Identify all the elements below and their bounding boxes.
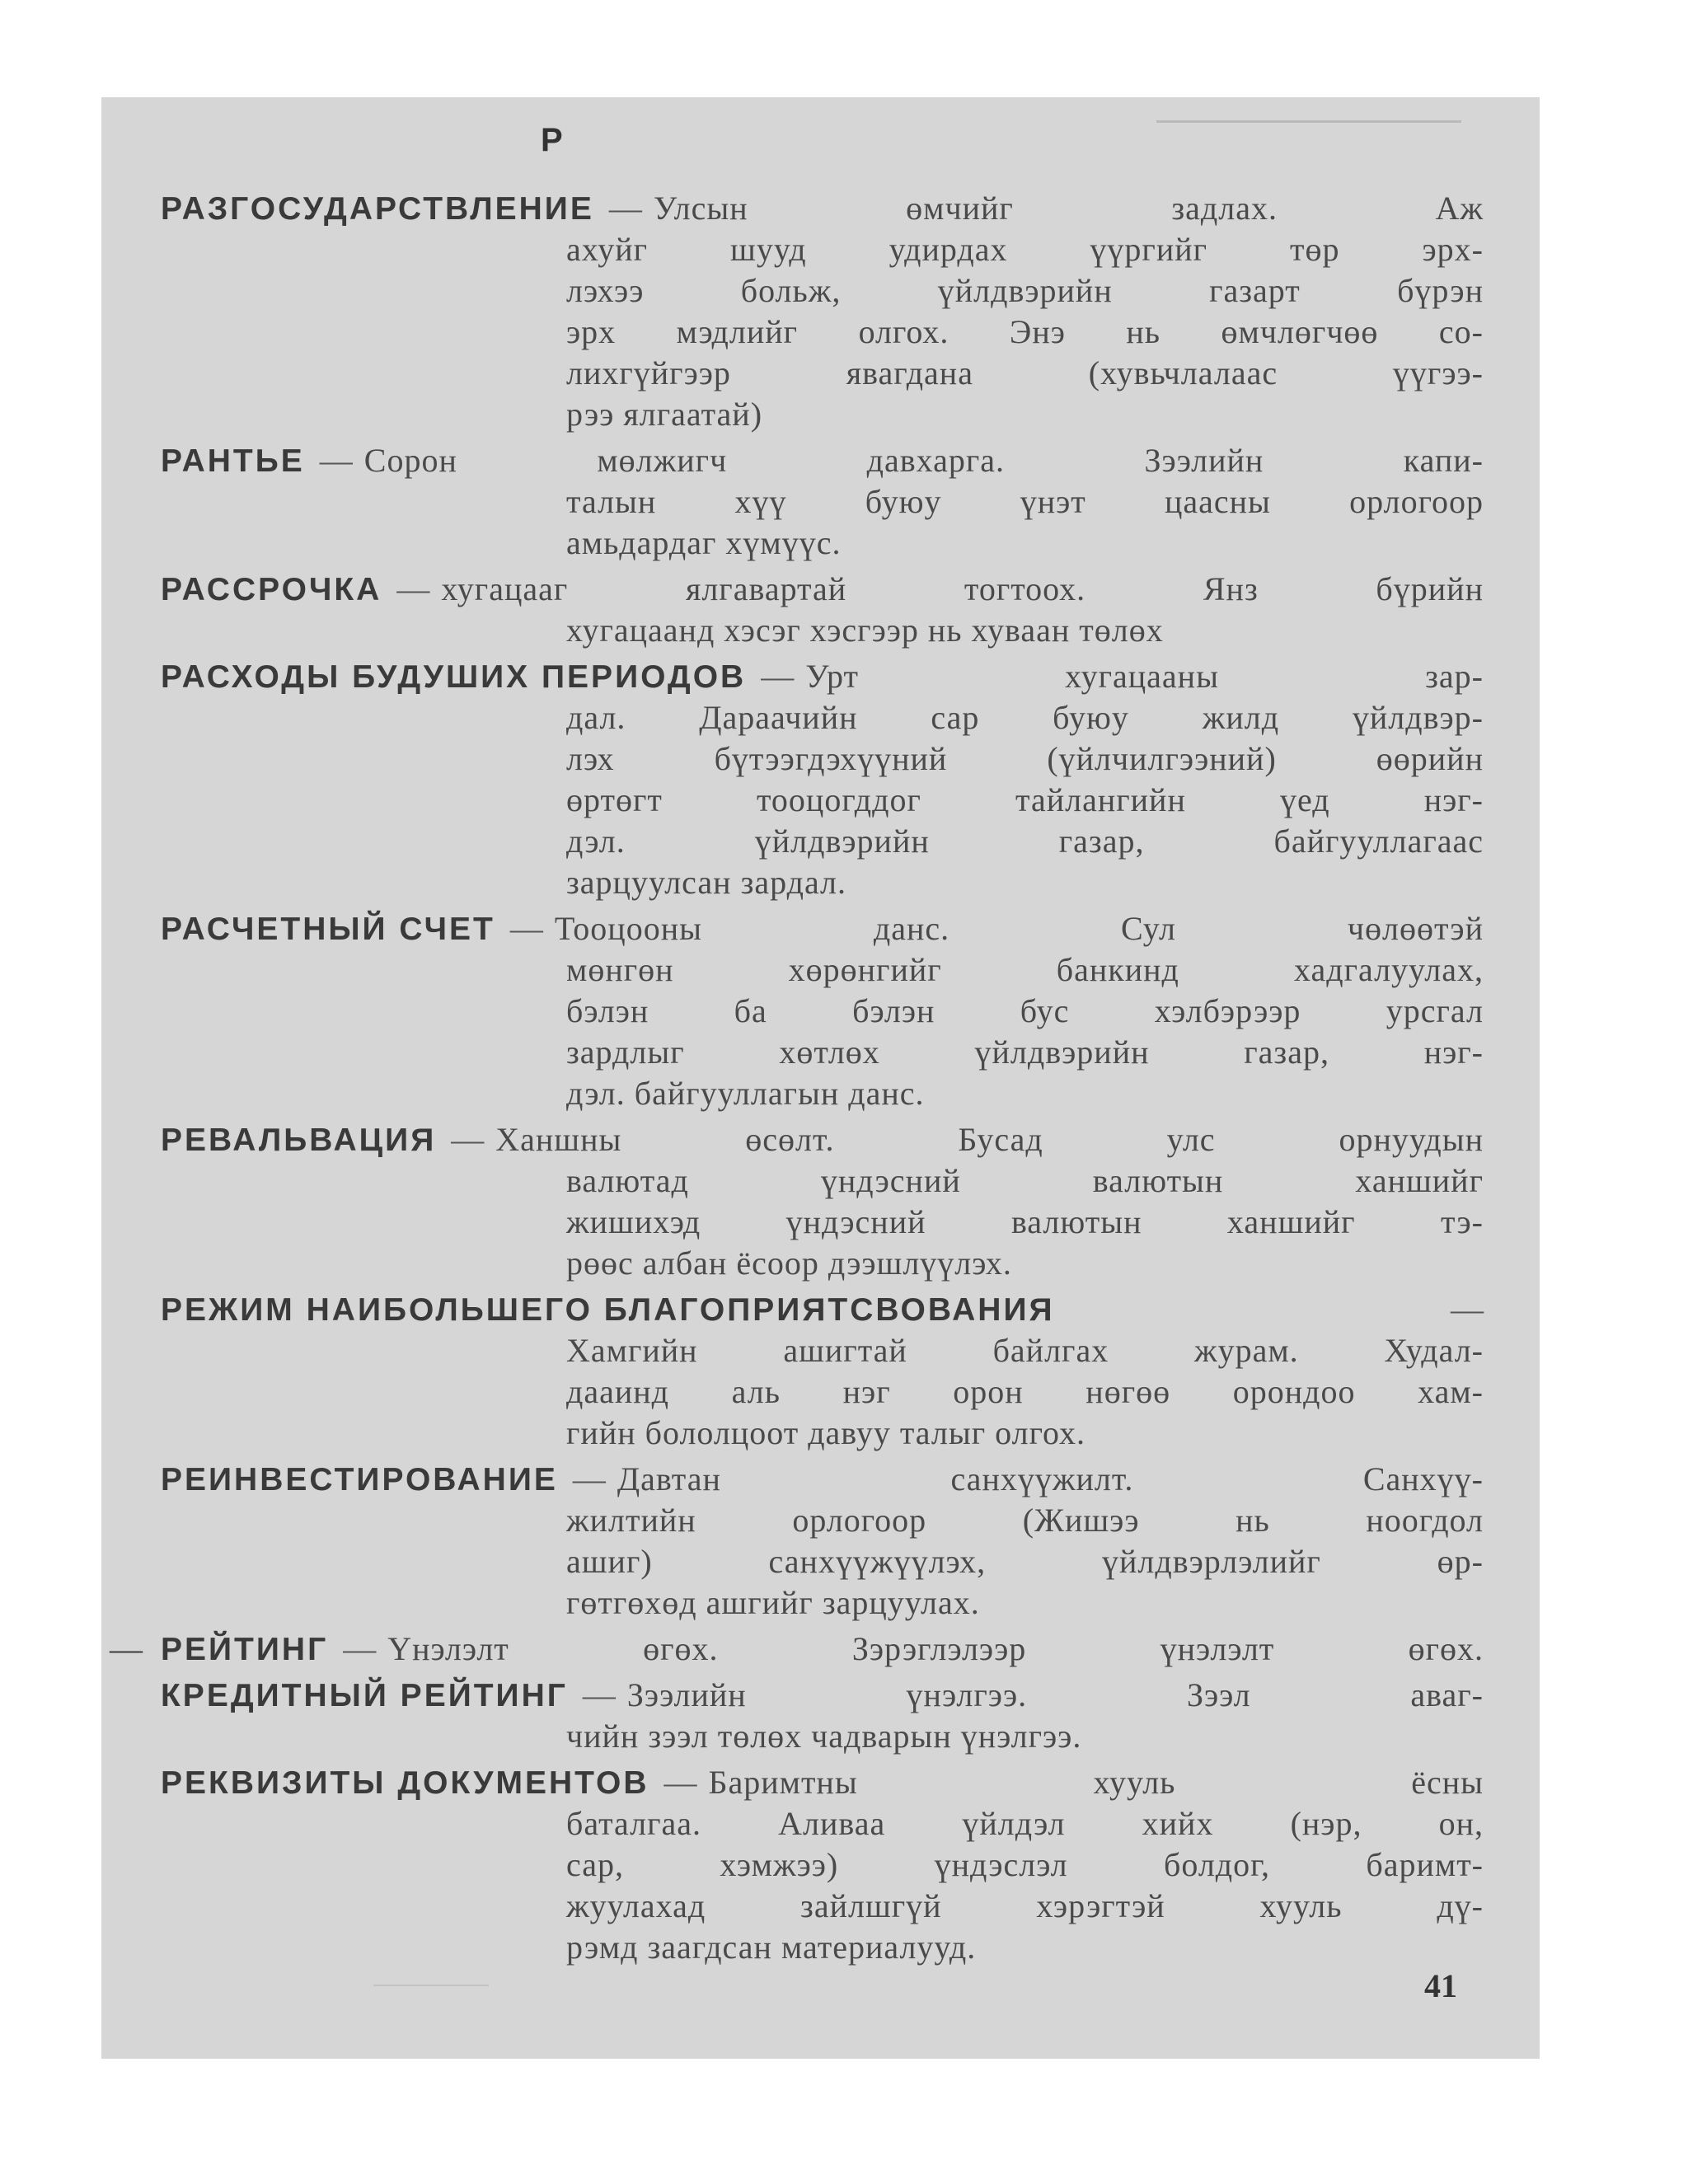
entry-head-line [161, 1629, 1484, 1670]
dictionary-entry [161, 569, 1484, 651]
entry-dash: — [509, 910, 543, 947]
dictionary-entry [161, 908, 1484, 1114]
entry-dash: — [608, 190, 642, 227]
entry-definition-line: лихгүйгээр явагдана (хувьчлалаас үүгээ- [566, 354, 1484, 391]
dictionary-entry [110, 1629, 1484, 1670]
entry-head-line [161, 1459, 1484, 1500]
entry-definition-line: дэл. үйлдвэрийн газар, байгууллагаас [566, 823, 1484, 860]
entry-definition-line: зарцуулсан зардал. [566, 864, 847, 901]
entry-dash: — [343, 1630, 377, 1667]
entry-dash: — [396, 570, 430, 607]
entry-definition-line: сар, хэмжээ) үндэслэл болдог, баримт- [566, 1846, 1484, 1883]
entry-dash: — [1451, 1291, 1484, 1328]
entry-definition-line: дааинд аль нэг орон нөгөө орондоо хам- [566, 1373, 1484, 1410]
entry-definition-line: рэмд заагдсан материалууд. [566, 1929, 977, 1966]
dictionary-entry [161, 188, 1484, 435]
entry-definition-start: Зээлийн үнэлгээ. Зээл аваг- [626, 1676, 1484, 1713]
entry-definition-start: хугацааг ялгавартай тогтоох. Янз бүрийн [441, 570, 1484, 607]
entry-dash: — [663, 1764, 697, 1801]
entry-definition-line: валютад үндэсний валютын ханшийг [566, 1162, 1484, 1199]
entry-definition-line: дал. Дараачийн сар буюу жилд үйлдвэр- [566, 699, 1484, 736]
entry-dash: — [761, 658, 795, 695]
entry-definition-line: гөтгөхөд ашгийг зарцуулах. [566, 1584, 980, 1621]
entry-definition-line: Хамгийн ашигтай байлгах журам. Худал- [566, 1332, 1484, 1369]
entry-definition-line: чийн зээл төлөх чадварын үнэлгээ. [566, 1718, 1082, 1755]
entry-definition-line: бэлэн ба бэлэн бус хэлбэрээр урсгал [566, 992, 1484, 1029]
entry-term: РЕЙТИНГ [161, 1632, 329, 1667]
entry-definition-start: Баримтны хууль ёсны [708, 1764, 1484, 1801]
entry-definition-line: ахуйг шууд удирдах үүргийг төр эрх- [566, 231, 1484, 268]
entry-head-line [161, 1762, 1484, 1803]
entry-term: РЕВАЛЬВАЦИЯ [161, 1122, 437, 1158]
entry-definition-start: Урт хугацааны зар- [805, 658, 1484, 695]
entry-head-line [161, 440, 1484, 481]
entry-head-line [161, 1289, 1484, 1330]
entry-definition-start: Үнэлэлт өгөх. Зэрэглэлээр үнэлэлт өгөх. [387, 1630, 1484, 1667]
entry-definition-line: баталгаа. Аливаа үйлдэл хийх (нэр, он, [566, 1805, 1484, 1842]
entry-definition-start: Тооцооны данс. Сул чөлөөтэй [554, 910, 1484, 947]
entry-head-line [161, 1119, 1484, 1160]
entry-term: РАСЧЕТНЫЙ СЧЕТ [161, 912, 495, 947]
entry-dash: — [582, 1676, 616, 1713]
entry-definition-line: зардлыг хөтлөх үйлдвэрийн газар, нэг- [566, 1033, 1484, 1071]
dictionary-entry [161, 656, 1484, 903]
dictionary-entry [161, 1289, 1484, 1454]
dictionary-entry [161, 1459, 1484, 1624]
entry-term: РЕКВИЗИТЫ ДОКУМЕНТОВ [161, 1765, 649, 1801]
entry-definition-start: Давтан санхүүжилт. Санхүү- [617, 1460, 1484, 1497]
entry-definition-line: жилтийн орлогоор (Жишээ нь ноогдол [566, 1502, 1484, 1539]
dictionary-entry [161, 1675, 1484, 1757]
page-number: 41 [1424, 1967, 1457, 2004]
entry-head-line [161, 569, 1484, 610]
entry-definition-line: рээ ялгаатай) [566, 396, 763, 433]
entry-definition-line: талын хүү буюу үнэт цаасны орлогоор [566, 483, 1484, 520]
entry-definition-line: жуулахад зайлшгүй хэрэгтэй хууль дү- [566, 1887, 1484, 1924]
entry-term: РЕИНВЕСТИРОВАНИЕ [161, 1462, 558, 1497]
entry-term: РАЗГОСУДАРСТВЛЕНИЕ [161, 191, 594, 227]
dictionary-entry [161, 1119, 1484, 1284]
entry-head-line [161, 908, 1484, 949]
dictionary-entry [161, 440, 1484, 564]
entry-term: РАСХОДЫ БУДУШИХ ПЕРИОДОВ [161, 659, 747, 695]
margin-dash-mark: — [110, 1630, 143, 1667]
section-letter: Р [541, 122, 563, 158]
entry-definition-line: амьдардаг хүмүүс. [566, 524, 842, 561]
entry-definition-line: рөөс албан ёсоор дээшлүүлэх. [566, 1244, 1012, 1282]
entry-term: РАНТЬЕ [161, 443, 305, 479]
entry-definition-line: мөнгөн хөрөнгийг банкинд хадгалуулах, [566, 951, 1484, 988]
entry-definition-line: дэл. байгууллагын данс. [566, 1075, 925, 1112]
entry-definition-line: лэх бүтээгдэхүүний (үйлчилгээний) өөрийн [566, 740, 1484, 777]
entry-definition-line: жишихэд үндэсний валютын ханшийг тэ- [566, 1203, 1484, 1240]
entry-head-line [161, 656, 1484, 697]
scan-artifact-line-bottom [373, 1985, 489, 1986]
entry-definition-line: хугацаанд хэсэг хэсгээр нь хуваан төлөх [566, 612, 1164, 649]
entry-definition-line: ашиг) санхүүжүүлэх, үйлдвэрлэлийг өр- [566, 1543, 1484, 1580]
entry-definition-line: гийн бололцоот давуу талыг олгох. [566, 1414, 1085, 1451]
entry-head-line [161, 1675, 1484, 1716]
scanned-page [101, 97, 1540, 2059]
scan-artifact-line [1156, 120, 1461, 123]
dictionary-entries [110, 188, 1484, 1973]
dictionary-entry [161, 1762, 1484, 1968]
entry-definition-start: Сорон мөлжигч давхарга. Зээлийн капи- [363, 442, 1484, 479]
entry-head-line [161, 188, 1484, 229]
entry-definition-start: Ханшны өсөлт. Бусад улс орнуудын [495, 1121, 1484, 1158]
entry-definition-start: Улсын өмчийг задлах. Аж [653, 190, 1484, 227]
entry-definition-line: өртөгт тооцогддог тайлангийн үед нэг- [566, 781, 1484, 818]
entry-dash: — [319, 442, 353, 479]
entry-definition-line: эрх мэдлийг олгох. Энэ нь өмчлөгчөө со- [566, 313, 1484, 350]
entry-dash: — [572, 1460, 606, 1497]
entry-dash: — [451, 1121, 485, 1158]
entry-term: КРЕДИТНЫЙ РЕЙТИНГ [161, 1678, 568, 1713]
entry-term: РАССРОЧКА [161, 572, 382, 607]
entry-term: РЕЖИМ НАИБОЛЬШЕГО БЛАГОПРИЯТСВОВАНИЯ [161, 1292, 1055, 1328]
entry-definition-line: лэхээ больж, үйлдвэрийн газарт бүрэн [566, 272, 1484, 309]
